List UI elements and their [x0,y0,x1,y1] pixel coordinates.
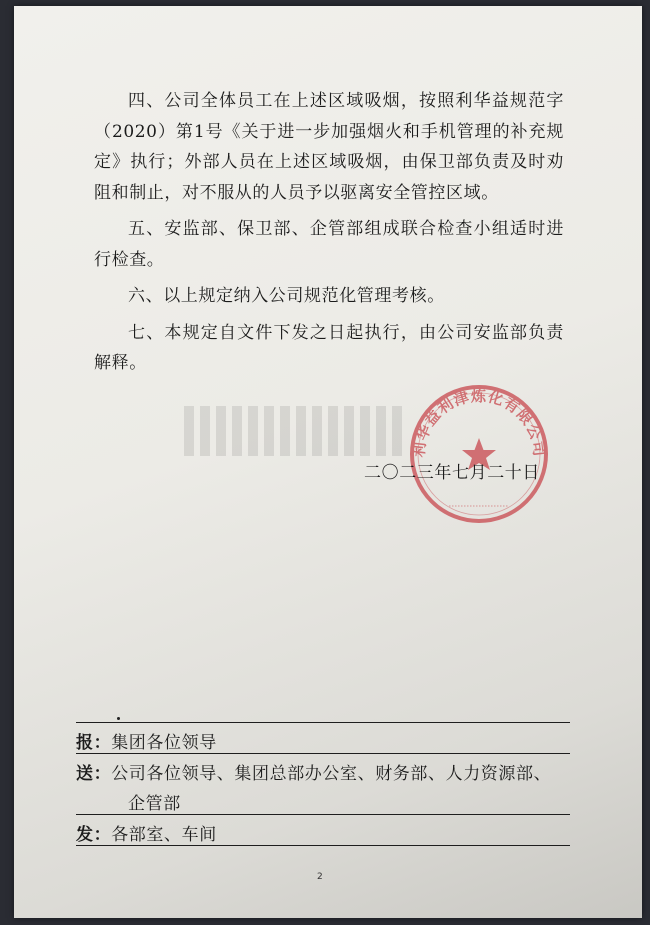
song-value-line2: 企管部 [128,794,181,814]
row-bao [76,723,576,753]
song-label: 送： [76,764,112,784]
bao-value: 集团各位领导 [111,733,217,753]
paragraph-4: 四、公司全体员工在上述区域吸烟，按照利华益规范字（2020）第1号《关于进一步加强烟火和手机管理的补充规定》执行；外部人员在上述区域吸烟，由保卫部负责及时劝阻和制止，对不服从的人员予以驱离安全管控区域。 [94,91,564,203]
fa-value: 各部室、车间 [111,825,217,845]
bao-label: 报： [76,733,112,753]
show-through-text [184,406,404,456]
company-seal [407,382,551,526]
document-body [94,86,564,385]
paragraph-7: 七、本规定自文件下发之日起执行，由公司安监部负责解释。 [94,322,564,373]
fa-label: 发： [76,825,112,845]
song-value-line1: 公司各位领导、集团总部办公室、财务部、人力资源部、 [111,764,552,784]
paragraph-6: 六、以上规定纳入公司规范化管理考核。 [128,286,445,306]
issue-date: 二〇二三年七月二十日 [364,463,540,483]
distribution-block [76,722,576,846]
row-fa [76,815,576,845]
document-page [14,6,642,918]
page-number: 2 [317,872,323,882]
svg-text:利华益利津炼化有限公司: 利华益利津炼化有限公司 [409,386,549,459]
rule-bottom [76,845,570,846]
row-song [76,754,576,784]
stray-dot [117,717,120,720]
row-song-cont [76,784,576,814]
paragraph-5: 五、安监部、保卫部、企管部组成联合检查小组适时进行检查。 [94,219,564,270]
